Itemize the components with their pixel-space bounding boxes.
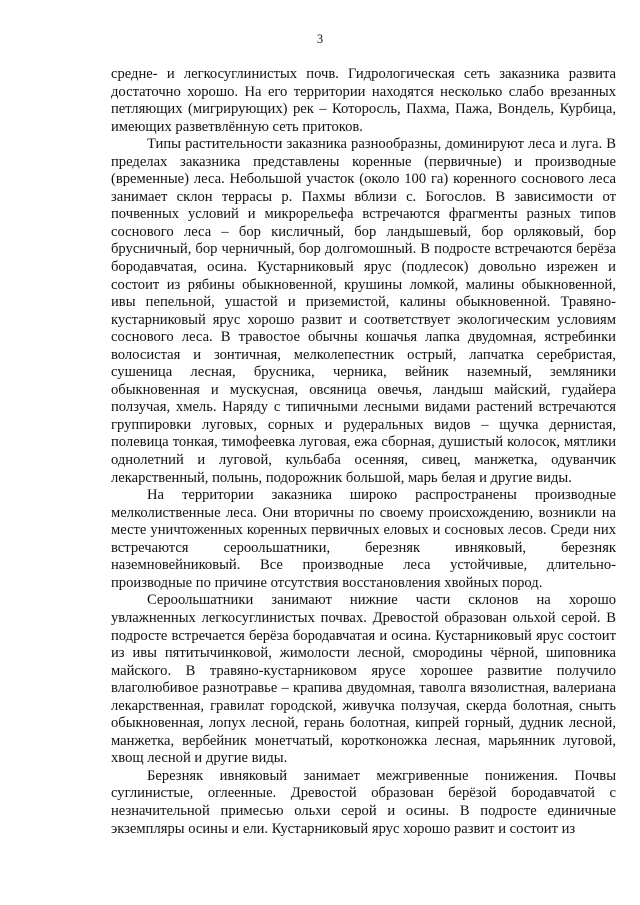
page-number: 3: [316, 32, 324, 46]
paragraph-hydrology: средне- и легкосуглинистых почв. Гидрологическая сеть заказника развита достаточно хорошо. На его территории находятся несколько слабо врезанных петляющих (мигрирующих) рек – Которосль, Пахма, Пажа, Вондель, Курбица, имеющих разветвлённую сеть притоков.: [111, 66, 616, 135]
paragraph-grey-alder-forests: Сероольшатники занимают нижние части склонов на хорошо увлажненных легкосуглинистых почвах. Древостой образован ольхой серой. В подросте встречается берёза бородавчатая и осина. Кустарниковый ярус состоит из ивы пятитычинковой, жимолости лесной, смородины чёрной, шиповника майского. В травяно-кустарниковом ярусе хорошее развитие получило влаголюбивое разнотравье – крапива двудомная, таволга вязолистная, валериана лекарственная, гравилат городской, живучка ползучая, скерда болотная, сныть обыкновенная, лопух лесной, герань болотная, кипрей горный, дудник лесной, манжетка, вербейник монетчатый, коротконожка лесная, марьянник луговой, хвощ лесной и другие виды.: [111, 592, 616, 767]
paragraph-willow-birch-forest: Березняк ивняковый занимает межгривенные понижения. Почвы суглинистые, оглеенные. Древостой образован берёзой бородавчатой с незначительной примесью ольхи серой и осины. В подросте единичные экземпляры осины и ели. Кустарниковый ярус хорошо развит и состоит из: [111, 767, 616, 837]
paragraph-vegetation-types: Типы растительности заказника разнообразны, доминируют леса и луга. В пределах заказника представлены коренные (первичные) и производные (временные) леса. Небольшой участок (около 100 га) коренного соснового леса занимает склон террасы р. Пахмы вблизи с. Богослов. В зависимости от почвенных условий и микрорельефа встречаются фрагменты разных типов соснового леса – бор кисличный, бор ландышевый, бор орляковый, бор брусничный, бор черничный, бор долгомошный. В подросте встречаются берёза бородавчатая, осина. Кустарниковый ярус (подлесок) довольно изрежен и состоит из рябины обыкновенной, крушины ломкой, малины обыкновенной, ивы пепельной, ушастой и приземистой, калины обыкновенной. Травяно-кустарниковый ярус хорошо развит и соответствует экологическим условиям соснового леса. В травостое обычны кошачья лапка двудомная, ястребинки волосистая и зонтичная, мелколепестник острый, лапчатка серебристая, сушеница лесная, брусника, черника, вейник наземный, земляники обыкновенная и мускусная, овсяница овечья, ландыш майский, гудайера ползучая, хмель. Наряду с типичными лесными видами растений встречаются группировки луговых, сорных и рудеральных видов – щучка дернистая, полевица тонкая, тимофеевка луговая, ежа сборная, душистый колосок, мятлики однолетний и луговой, кульбаба осенняя, сивец, манжетка, одуванчик лекарственный, полынь, подорожник большой, марь белая и другие виды.: [111, 136, 616, 486]
body-text: [111, 66, 616, 838]
paragraph-small-leaved-forests: На территории заказника широко распространены производные мелколиственные леса. Они вторичны по своему происхождению, возникли на месте уничтоженных коренных первичных еловых и сосновых лесов. Среди них встречаются сероольшатники, березняк ивняковый, березняк наземновейниковый. Все производные леса устойчивые, длительно-производные по причине отсутствия восстановления хвойных пород.: [111, 487, 616, 591]
